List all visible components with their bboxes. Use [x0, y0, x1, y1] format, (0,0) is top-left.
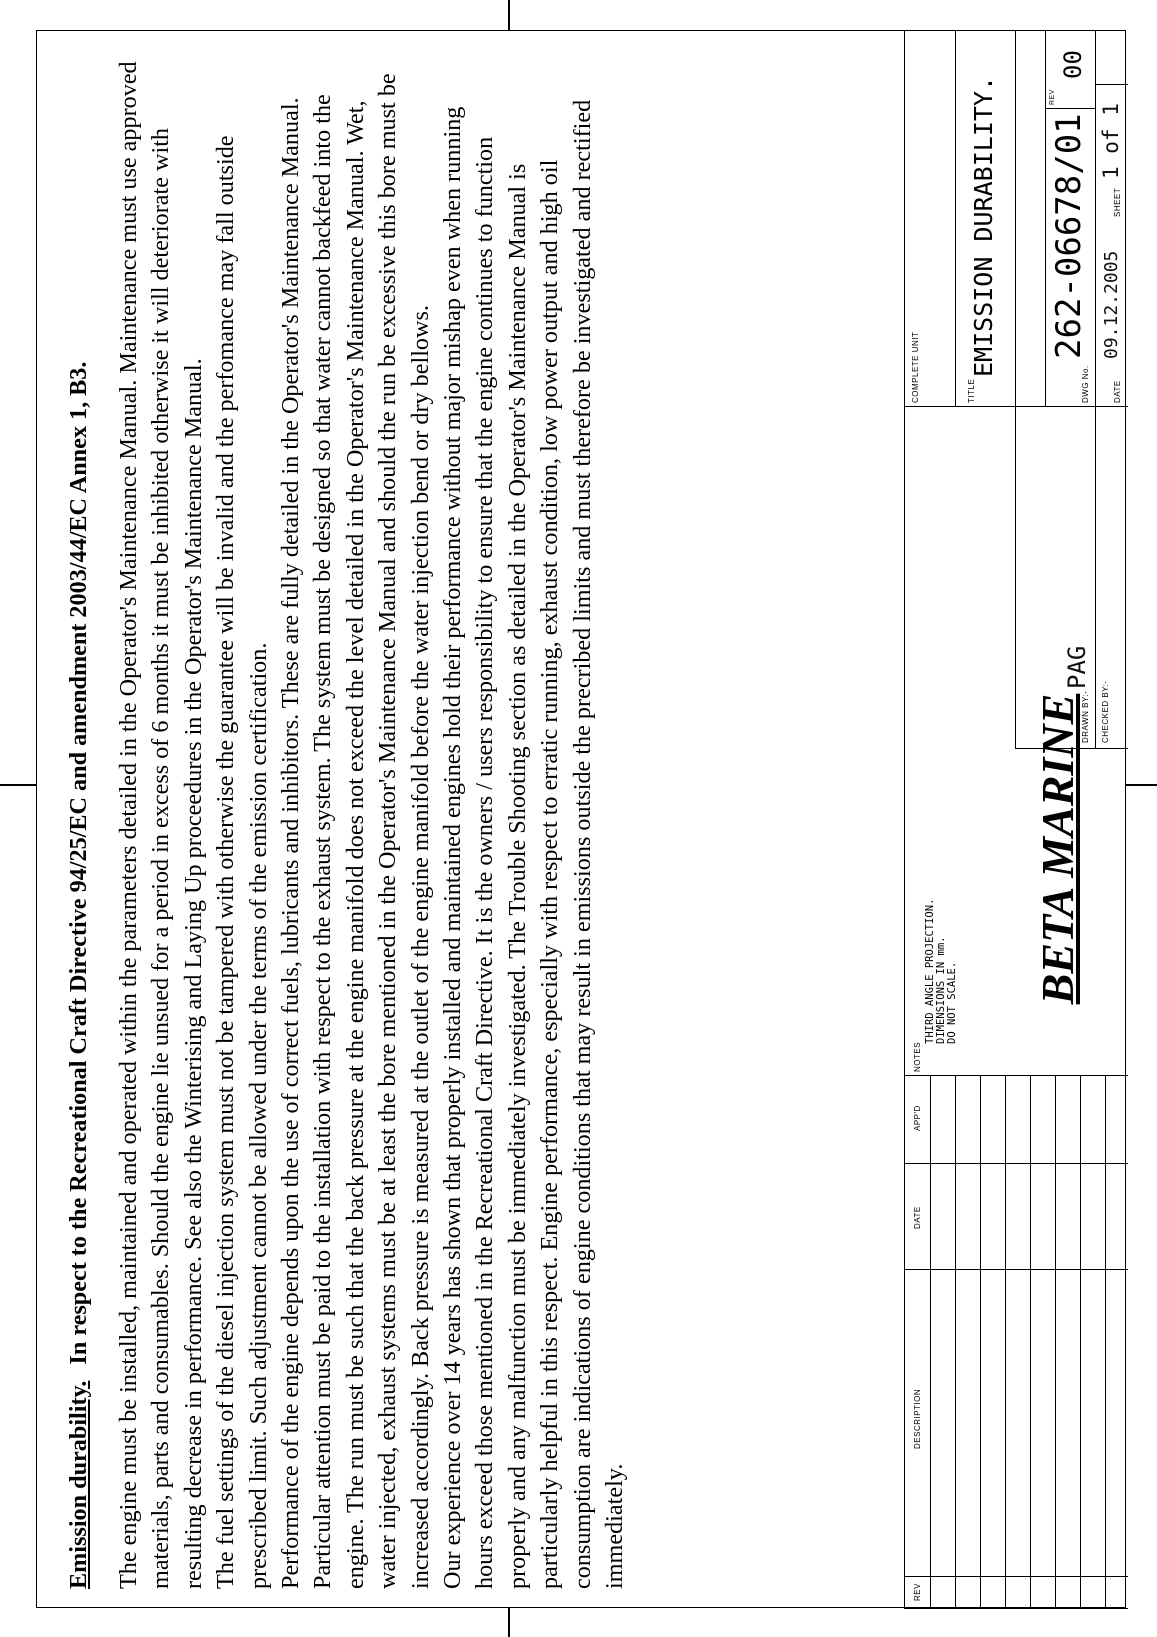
- rev-column-label: REV: [913, 1583, 922, 1601]
- heading-subtitle: In respect to the Recreational Craft Directive 94/25/EC and amendment 2003/44/EC Annex 1, B3.: [65, 361, 92, 1365]
- dwg-no-label: DWG No.: [1081, 365, 1090, 403]
- paragraph-exhaust: Particular attention must be paid to the installation with respect to the exhaust system. The system must be designed so that water cannot backfeed into the engine. The run must be such that the back pressure at the engine manifold does not exceed the level detailed in the Operator's Maintenance Manual. Wet, water injected, exhaust systems must be at least the bore mentioned in the Operator's Maintenance Manual and should the run be excessive this bore must be increased accordingly. Back pressure is measured at the outlet of the engine manifold before the water injection bend or dry bellows.: [309, 73, 434, 1589]
- date-field-label: DATE: [1113, 380, 1122, 403]
- description-column-label: DESCRIPTION: [913, 1388, 922, 1449]
- notes-text: [925, 899, 958, 1044]
- appd-column-label: APP'D: [913, 1105, 922, 1131]
- heading-title: Emission durability.: [65, 1380, 92, 1589]
- dwg-no-value: 262-06678/01: [1049, 113, 1089, 359]
- centre-mark-right: [1126, 784, 1157, 786]
- title-label: TITLE: [967, 378, 976, 403]
- paragraph-fuel-settings: The fuel settings of the diesel injection system must not be tampered with otherwise the guarantee will be invalid and the perfomance may fall outside prescribed limit. Such adjustment cannot be allowed under the terms of the emission certification.: [212, 135, 272, 1589]
- notes-line: THIRD ANGLE PROJECTION.: [924, 898, 936, 1044]
- document-heading: [59, 59, 99, 1589]
- paragraph-experience: Our experience over 14 years has shown that properly installed and maintained engines hold their performance without major mishap even when running hours exceed those mentioned in the Recreational Craft Directive. It is the owners / users responsibility to ensure that the engine continues to function properly and any malfunction must be immediately investigated. The Trouble Shooting section as detailed in the Operator's Maintenance Manual is particularly helpful in this respect. Engine performance, especially with respect to erratic running, exhaust condition, low power output and high oil consumption are indications of engine conditions that may result in emissions outside the precribed limits and must therefore be investigated and rectified immediately.: [439, 99, 629, 1589]
- paragraph-fuels-lubricants: Performance of the engine depends upon the use of correct fuels, lubricants and inhibitors. These are fully detailed in the Operator's Maintenance Manual.: [277, 97, 305, 1589]
- complete-unit-label: COMPLETE UNIT: [911, 331, 920, 403]
- date-value: 09.12.2005: [1101, 250, 1122, 359]
- notes-label: NOTES: [913, 1041, 922, 1072]
- document-body: [59, 59, 632, 1589]
- drawing-sheet: [37, 31, 1127, 1609]
- date-column-label: DATE: [913, 1206, 922, 1229]
- drawn-by-value: PAG: [1063, 645, 1091, 689]
- company-logo: BETA MARINE: [1032, 693, 1083, 1005]
- centre-mark-left: [0, 784, 36, 786]
- centre-mark-top: [508, 0, 510, 30]
- notes-line: DIMENSIONS IN mm.: [935, 936, 947, 1044]
- centre-mark-bottom: [508, 1608, 510, 1637]
- paragraph-maintenance: The engine must be installed, maintained and operated within the parameters detailed in the Operator's Maintenance Manual. Maintenance must use approved materials, parts and consumables. Should the engine lie unsued for a period in excess of 6 months it must be inhibited otherwise it will deteriorate with resulting decrease in performance. See also the Winterising and Laying Up proceedures in the Operator's Maintenance Manual.: [115, 61, 207, 1589]
- drawn-by-label: DRAWN BY:-: [1081, 690, 1090, 743]
- sheet-label: SHEET: [1113, 187, 1122, 217]
- title-block: [904, 31, 1127, 1609]
- checked-by-label: CHECKED BY:-: [1101, 680, 1110, 743]
- sheet-value: 1 of 1: [1099, 103, 1123, 179]
- rev-no-label: REV: [1049, 89, 1056, 105]
- notes-line: DO NOT SCALE.: [946, 961, 958, 1044]
- drawing-frame: [36, 30, 1126, 1608]
- drawing-title: EMISSION DURABILITY.: [969, 75, 998, 377]
- rev-no-value: 00: [1059, 50, 1087, 79]
